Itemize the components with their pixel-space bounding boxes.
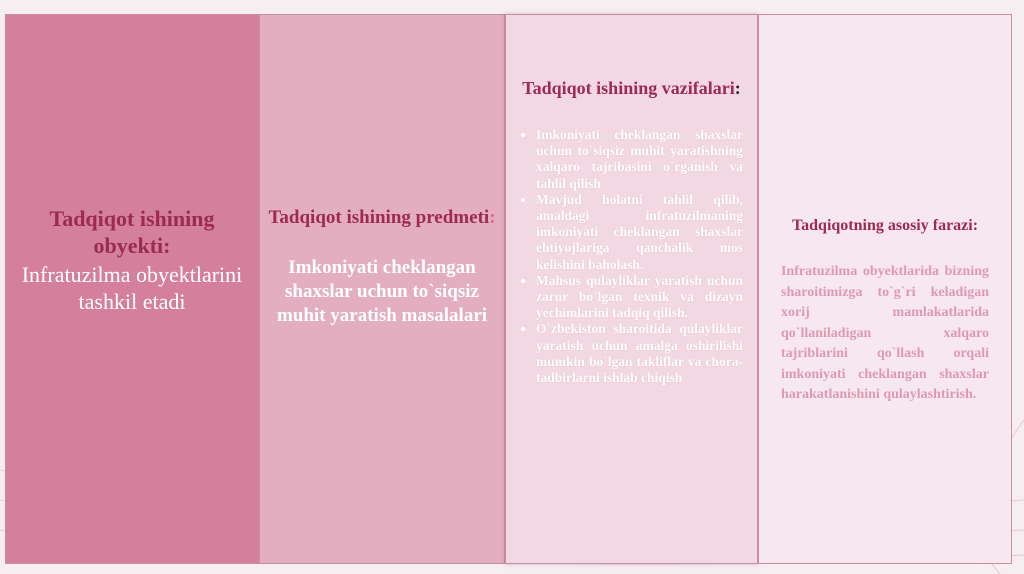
list-item: • Mahsus qulayliklar yaratish uchun zarur bo`lgan texnik va dizayn yechimlarini tadqiq qilish.: [536, 273, 743, 322]
tasks-heading-text: Tadqiqot ishining vazifalari: [522, 78, 735, 98]
hypothesis-heading: Tadqiqotning asosiy farazi:: [791, 217, 979, 234]
tasks-list: [512, 127, 743, 386]
list-item: • Imkoniyati cheklangan shaxslar uchun to`siqsiz muhit yaratishning xalqaro tajribasini o`rganish va tahlil qilish: [536, 127, 743, 192]
subject-heading-colon: :: [489, 207, 496, 228]
list-item: • O`zbekiston sharoitida qulayliklar yaratish uchun amalga oshirilishi mumkin bo`lgan takliflar va chora-tadbirlarni ishlab chiqish: [536, 321, 743, 386]
hypothesis-panel: [758, 14, 1012, 564]
subject-heading-text: Tadqiqot ishining predmeti: [268, 207, 490, 228]
object-heading: Tadqiqot ishining obyekti:: [49, 206, 215, 258]
hypothesis-text: Infratuzilma obyektlarida bizning sharoitimizga to`g`ri keladigan xorij mamlakatlarida qo`llaniladigan xalqaro tajriblarini qo`llash orqali imkoniyati cheklangan shaxslar harakatlanishini qulaylashtirish.: [781, 264, 989, 402]
list-item: • Mavjud holatni tahlil qilib, amaldagi infratuzilmaning imkoniyati cheklangan shaxslar ehtiyojlariga qanchalik mos kelishini baholash.: [536, 192, 743, 273]
object-text: Infratuzilma obyektlarini tashkil etadi: [21, 262, 243, 314]
subject-panel: [259, 14, 505, 564]
object-panel: [5, 14, 259, 564]
subject-heading: [260, 206, 504, 230]
tasks-heading-colon: :: [734, 78, 741, 98]
tasks-panel: [505, 14, 758, 564]
tasks-heading: [506, 77, 757, 100]
subject-text: Imkoniyati cheklangan shaxslar uchun to`siqsiz muhit yaratish masalalari: [276, 257, 488, 326]
